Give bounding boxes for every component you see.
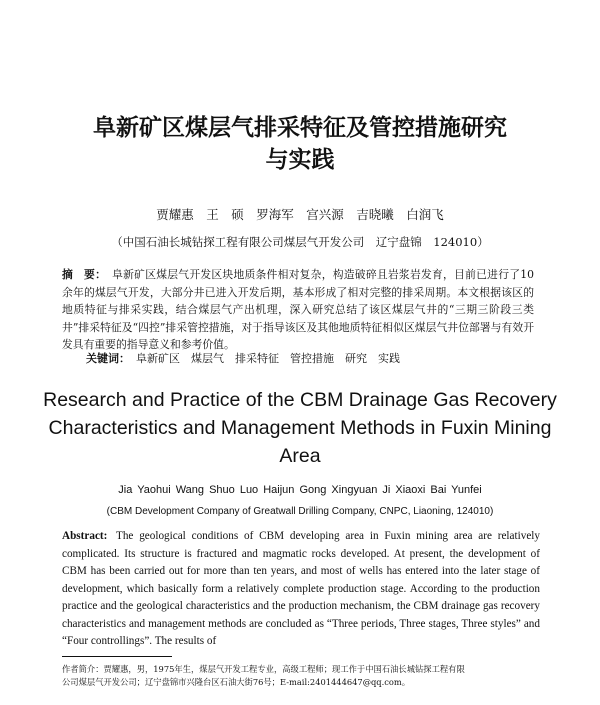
chinese-keywords-text: 阜新矿区 煤层气 排采特征 管控措施 研究 实践 [136, 352, 400, 365]
chinese-abstract-text: 阜新矿区煤层气开发区块地质条件相对复杂，构造破碎且岩浆岩发育，目前已进行了10余年的煤层气开发，大部分井已进入开发后期，基本形成了相对完整的排采周期。本文根据该区的地质特征与排采实践，结合煤层气产出机理，深入研究总结了该区煤层气井的“三期三阶段三类井”排采特征及“四控”排采管控措施，对于指导该区及其他地质特征相似区煤层气井位部署与有效开发具有重要的指导意义和参考价值。 [62, 268, 534, 351]
chinese-abstract [62, 266, 534, 354]
footnote-divider [62, 656, 172, 657]
chinese-title-line2: 与实践 [265, 147, 335, 173]
english-abstract-text: The geological conditions of CBM developing area in Fuxin mining area are relatively complicated. Its structure is fractured and magmatic rocks developed. At present, the development of CBM has been carried out for more than ten years, and most of wells has entered into the later stage of development, which basically form a relatively complete production stage. According to the production practice and the geological characteristics and the production mechanism, the CBM drainage gas recovery characteristics and management methods are concluded as “Three periods, Three stages, Three styles” and “Four controllings”. The results of [62, 530, 540, 647]
chinese-keywords [86, 350, 546, 366]
chinese-title-line1: 阜新矿区煤层气排采特征及管控措施研究 [93, 115, 507, 141]
footnote-line2: 公司煤层气开发公司；辽宁盘锦市兴隆台区石油大街76号；E-mail:2401444647@qq.com。 [62, 677, 411, 687]
english-abstract [62, 528, 540, 651]
english-authors: Jia Yaohui Wang Shuo Luo Haijun Gong Xingyuan Ji Xiaoxi Bai Yunfei [118, 484, 482, 496]
english-affiliation: (CBM Development Company of Greatwall Drilling Company, CNPC, Liaoning, 124010) [106, 506, 494, 517]
chinese-affiliation: （中国石油长城钻探工程有限公司煤层气开发公司 辽宁盘锦 124010） [111, 235, 489, 249]
author-footnote [62, 663, 540, 689]
english-abstract-label: Abstract: [62, 530, 108, 542]
chinese-keywords-label: 关键词： [86, 352, 130, 365]
chinese-authors: 贾耀惠 王 硕 罗海军 宫兴源 吉晓曦 白润飞 [156, 207, 444, 222]
footnote-line1: 作者简介：贾耀惠，男，1975年生，煤层气开发工程专业，高级工程师；现工作于中国石油长城钻探工程有限 [62, 664, 465, 674]
chinese-abstract-label: 摘 要： [62, 268, 107, 281]
english-title: Research and Practice of the CBM Drainage Gas Recovery Characteristics and Management Methods in Fuxin Mining Area [43, 389, 557, 467]
